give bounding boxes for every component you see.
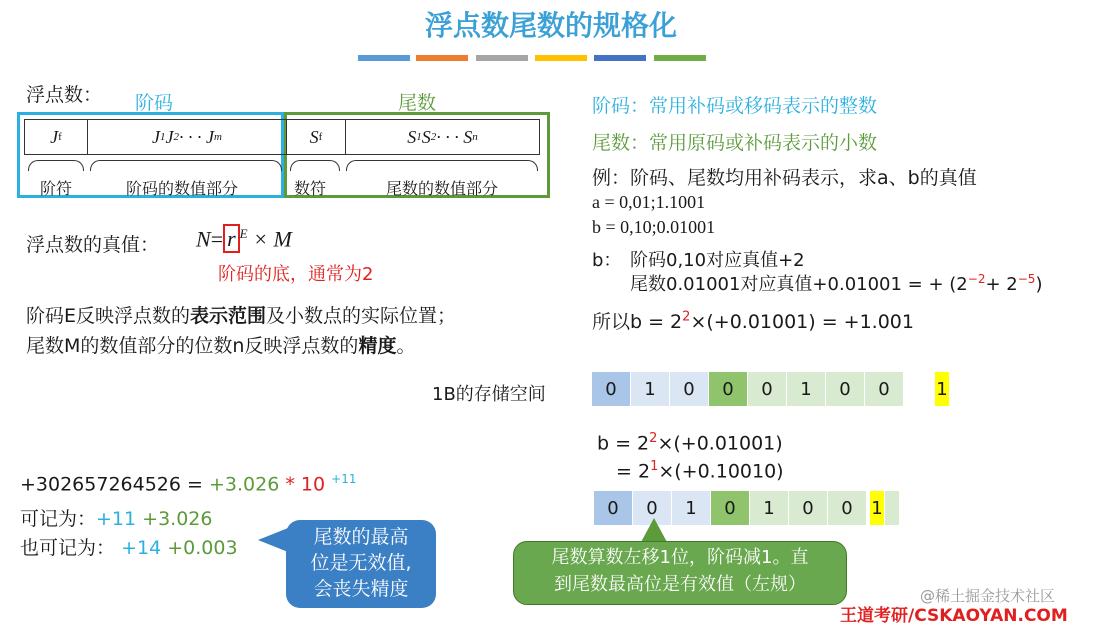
stripe-2 <box>416 55 468 61</box>
truth-label: 浮点数的真值： <box>26 234 160 256</box>
float-label: 浮点数： <box>26 84 103 106</box>
sublabel-exp-sign: 阶符 <box>40 179 73 198</box>
record-line-2: 也可记为： +14 +0.003 <box>20 537 238 559</box>
normalized-bit: 0 <box>789 491 828 525</box>
storage-bit: 0 <box>709 372 748 406</box>
b-exponent-line: 阶码0,10对应真值+2 <box>630 250 805 271</box>
mantissa-group-label: 尾数 <box>398 92 437 114</box>
normalize-line-2: = $2^1\times(+0.10010)$ <box>616 459 784 483</box>
stripe-6 <box>654 55 706 61</box>
example-question: 例：阶码、尾数均用补码表示，求a、b的真值 <box>592 167 977 189</box>
range-line: 阶码E反映浮点数的表示范围及小数点的实际位置； <box>26 305 457 327</box>
page-title: 浮点数尾数的规格化 <box>424 9 677 42</box>
base-note: 阶码的底，通常为2 <box>218 264 374 285</box>
left-callout-tail <box>258 528 288 552</box>
cell-jf: J f <box>25 120 88 154</box>
storage-label: 1B的存储空间 <box>432 384 546 405</box>
cell-sf: S f <box>287 120 346 154</box>
storage-bit: 0 <box>592 372 631 406</box>
storage-extra-bit: 1 <box>935 372 950 406</box>
watermark: @稀土掘金技术社区 <box>920 587 1056 605</box>
normalized-bit: 0 <box>633 491 672 525</box>
normalize-line-1: $b = 2^2\times(+0.01001)$ <box>597 431 783 455</box>
truth-formula: N= r $^E$ × M <box>196 226 292 252</box>
normalized-bit: 1 <box>672 491 711 525</box>
storage-bit: 1 <box>787 372 826 406</box>
a-value: a = 0,01;1.1001 <box>592 192 706 212</box>
storage-bit: 0 <box>748 372 787 406</box>
brace-sf <box>290 160 340 171</box>
normalized-extra-bit: 1 <box>870 491 885 525</box>
storage-bits <box>592 372 950 406</box>
brace-jf <box>28 160 84 171</box>
sublabel-exp-value: 阶码的数值部分 <box>126 179 239 198</box>
brand-footer: 王道考研/CSKAOYAN.COM <box>840 606 1068 626</box>
brace-mant <box>346 160 538 171</box>
b-mantissa-line: 尾数0.01001对应真值+0.01001 = + $(2^{-2}+ 2^{-5})$ <box>630 272 1043 295</box>
stripe-4 <box>535 55 587 61</box>
storage-bit: 0 <box>865 372 904 406</box>
exponent-group-label: 阶码 <box>135 92 174 114</box>
cell-mantissa-digits: S 1 S 2 · · · S n <box>407 126 478 147</box>
b-label: b： <box>592 250 622 271</box>
storage-bit: 0 <box>826 372 865 406</box>
b-result: 所以$b = 2^2\times(+0.01001) = +1.001$ <box>592 309 914 333</box>
sublabel-mant-value: 尾数的数值部分 <box>386 179 499 198</box>
storage-spacer <box>904 372 935 406</box>
right-callout: 尾数算数左移1位，阶码减1。直 到尾数最高位是有效值（左规） <box>513 541 847 605</box>
left-callout: 尾数的最高 位是无效值, 会丧失精度 <box>286 520 436 608</box>
storage-bit: 1 <box>631 372 670 406</box>
normalized-bit: 0 <box>828 491 867 525</box>
brace-exp <box>90 160 282 171</box>
format-cells <box>24 119 540 155</box>
b-value: b = 0,10;0.01001 <box>592 217 716 237</box>
cell-exponent-digits: J 1 J 2 · · · J m <box>88 120 287 154</box>
normalized-bit: 0 <box>594 491 633 525</box>
stripe-3 <box>476 55 528 61</box>
record-line-1: 可记为：+11 +3.026 <box>20 508 213 530</box>
stripe-5 <box>594 55 646 61</box>
example-number: +302657264526 = +3.026 * 10 $^{+11}$ <box>20 472 357 496</box>
mantissa-description: 尾数：常用原码或补码表示的小数 <box>592 132 878 154</box>
normalized-bit: 1 <box>750 491 789 525</box>
storage-bit: 0 <box>670 372 709 406</box>
stripe-1 <box>358 55 410 61</box>
normalized-tail-bit <box>885 491 900 525</box>
normalized-bit: 0 <box>711 491 750 525</box>
sublabel-mant-sign: 数符 <box>294 179 327 198</box>
exponent-description: 阶码：常用补码或移码表示的整数 <box>592 95 878 117</box>
precision-line: 尾数M的数值部分的位数n反映浮点数的精度。 <box>26 335 416 357</box>
